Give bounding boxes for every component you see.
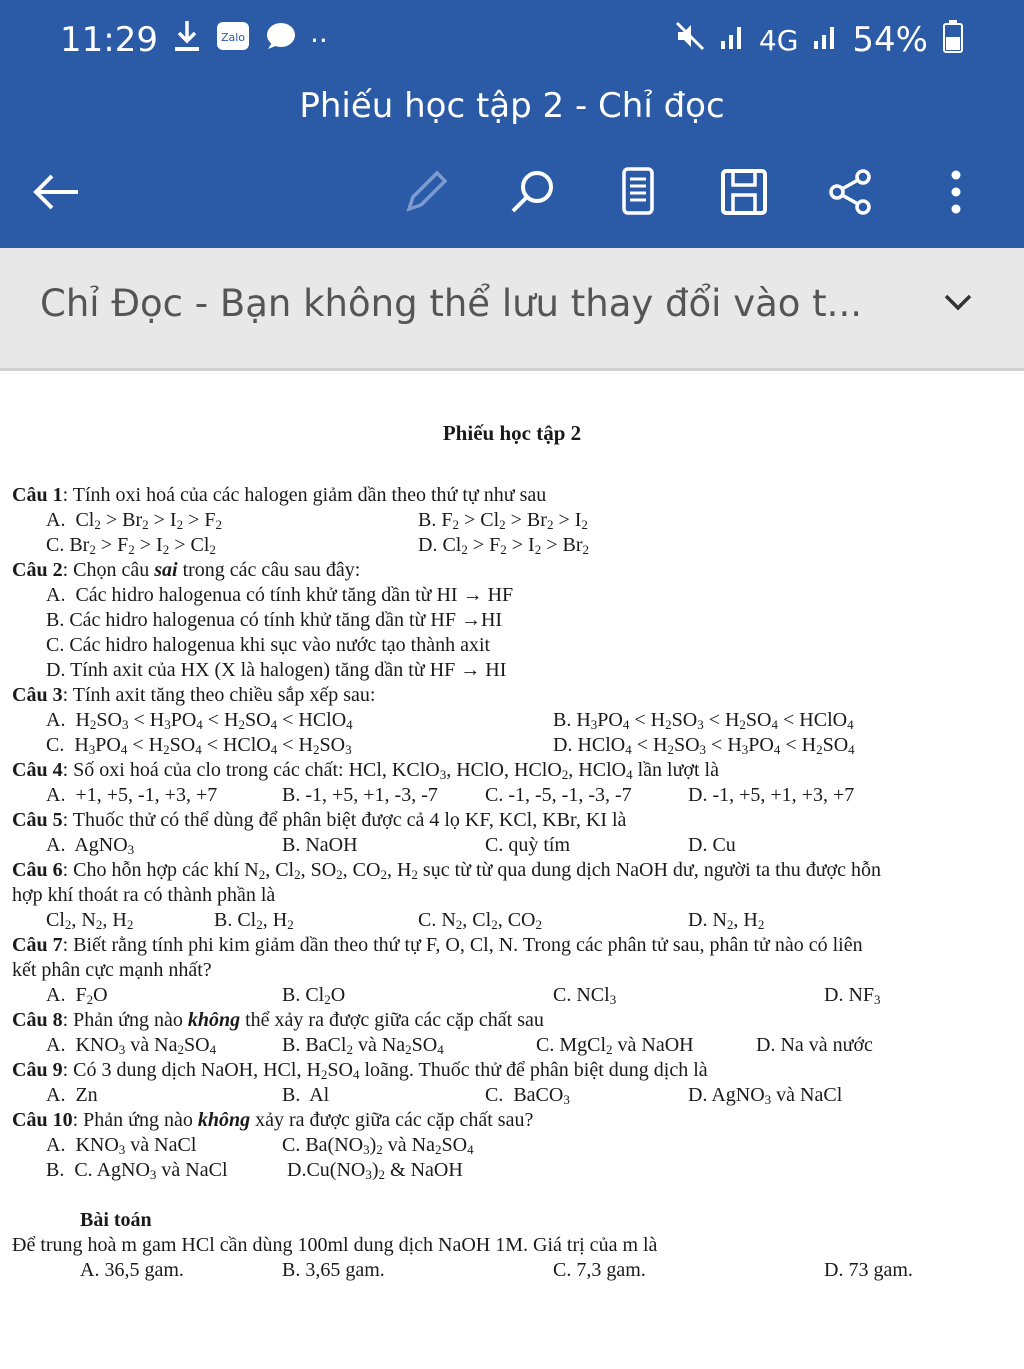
answer-option: C. BaCO$_3$ [485, 1084, 570, 1107]
question-line: Câu 9: Có 3 dung dịch NaOH, HCl, $H_2SO_4$ loãng. Thuốc thử để phân biệt dung dịch là [12, 1059, 708, 1082]
read-only-message: Chỉ Đọc - Bạn không thể lưu thay đổi vào t... [40, 282, 862, 325]
document-line: A. $F_2O$ [46, 984, 108, 1007]
edit-button[interactable] [394, 160, 458, 224]
answer-option: D. Na và nước [756, 1034, 873, 1056]
question-line: Câu 5: Thuốc thử có thể dùng để phân biệt được cả 4 lọ KF, KCl, KBr, KI là [12, 809, 627, 831]
answer-option: B. -1, +5, +1, -3, -7 [282, 784, 438, 806]
zalo-icon [216, 20, 250, 60]
toolbar [0, 160, 1024, 224]
answer-option: C. $Ba(NO_3)_2$ và $Na_2SO_4$ [282, 1134, 474, 1157]
answer-option: D. -1, +5, +1, +3, +7 [688, 784, 855, 806]
document-page [0, 371, 1024, 1369]
question-line: Câu 4: Số oxi hoá của clo trong các chất: HCl, KClO$_3$, HClO, HClO$_2$, HClO$_4$ lần lượt là [12, 759, 719, 782]
chevron-down-icon [942, 286, 974, 318]
document-line: B. C. AgNO$_3$ và NaCl [46, 1159, 228, 1182]
save-button[interactable] [712, 160, 776, 224]
document-line: A. $KNO_3$ và $Na_2SO_4$ [46, 1034, 217, 1057]
battery-level: 54% [852, 20, 928, 60]
document-line: A. $Cl_2 > Br_2 > I_2 > F_2$ [46, 509, 222, 532]
answer-option: D. 73 gam. [824, 1259, 913, 1281]
worksheet-title: Phiếu học tập 2 [442, 421, 582, 445]
question-line: Câu 1: Tính oxi hoá của các halogen giảm dần theo thứ tự như sau [12, 484, 547, 506]
signal-icon-2 [812, 20, 838, 60]
document-line: A. Các hidro halogenua có tính khử tăng dần từ HI → HF [46, 584, 514, 606]
document-line: C. $Br_2 > F_2 > I_2 > Cl_2$ [46, 534, 216, 557]
mute-icon [675, 20, 705, 60]
document-line: C. Các hidro halogenua khi sục vào nước tạo thành axit [46, 634, 491, 656]
answer-option: C. MgCl$_2$ và NaOH [536, 1034, 694, 1057]
save-icon [719, 167, 769, 217]
answer-option: B. 3,65 gam. [282, 1259, 385, 1281]
more-options-button[interactable] [924, 160, 988, 224]
question-line: Câu 2: Chọn câu sai trong các câu sau đây: [12, 559, 361, 581]
back-arrow-icon [30, 172, 82, 212]
answer-option: C. -1, -5, -1, -3, -7 [485, 784, 632, 806]
question-line: Bài toán [80, 1209, 152, 1231]
answer-option: B. BaCl$_2$ và $Na_2SO_4$ [282, 1034, 444, 1057]
document-line: kết phân cực mạnh nhất? [12, 959, 212, 981]
document-title-bar: Phiếu học tập 2 - Chỉ đọc [299, 86, 725, 126]
reading-view-button[interactable] [606, 160, 670, 224]
expand-banner-button[interactable] [942, 286, 974, 322]
answer-option: D. HClO$_4$ < $H_2SO_3 < H_3PO_4 < H_2SO_4$ [553, 734, 855, 757]
document-line: A. +1, +5, -1, +3, +7 [46, 784, 218, 806]
document-line: A. $KNO_3$ và NaCl [46, 1134, 197, 1157]
download-icon [172, 19, 202, 62]
answer-option: D. $NF_3$ [824, 984, 881, 1007]
question-line: Câu 6: Cho hỗn hợp các khí $N_2$, $Cl_2$, $SO_2$, $CO_2$, $H_2$ sục từ từ qua dung dịch NaOH dư, người ta thu được hỗn [12, 859, 881, 882]
more-notifications-icon: ·· [309, 23, 328, 57]
document-line: Để trung hoà m gam HCl cần dùng 100ml dung dịch NaOH 1M. Giá trị của m là [12, 1234, 658, 1256]
more-vertical-icon [946, 167, 966, 217]
answer-option: B. NaOH [282, 834, 358, 856]
status-time: 11:29 [60, 20, 158, 60]
document-line: A. AgNO$_3$ [46, 834, 135, 857]
answer-option: D. $Cl_2 > F_2 > I_2 > Br_2$ [418, 534, 589, 557]
app-bar [0, 0, 1024, 248]
document-line: hợp khí thoát ra có thành phần là [12, 884, 276, 906]
answer-option: D. $N_2$, $H_2$ [688, 909, 765, 932]
question-line: Câu 3: Tính axit tăng theo chiều sắp xếp sau: [12, 684, 376, 706]
answer-option: D. AgNO$_3$ và NaCl [688, 1084, 843, 1107]
answer-option: B. $H_3PO_4 < H_2SO_3 < H_2SO_4$ < HClO$_4$ [553, 709, 854, 732]
share-button[interactable] [818, 160, 882, 224]
document-line: A. 36,5 gam. [80, 1259, 184, 1281]
document-line: $Cl_2$, $N_2$, $H_2$ [46, 909, 134, 932]
pencil-icon [401, 167, 451, 217]
answer-option: B. $F_2 > Cl_2 > Br_2 > I_2$ [418, 509, 588, 532]
document-line: C. $H_3PO_4 < H_2SO_4$ < HClO$_4$ < $H_2SO_3$ [46, 734, 352, 757]
search-button[interactable] [500, 160, 564, 224]
status-bar [60, 18, 964, 62]
answer-option: C. NCl$_3$ [553, 984, 617, 1007]
question-line: Câu 10: Phản ứng nào không xảy ra được giữa các cặp chất sau? [12, 1109, 534, 1131]
question-line: Câu 7: Biết rằng tính phi kim giảm dần theo thứ tự F, O, Cl, N. Trong các phân tử sau, phân tử nào có liên [12, 934, 863, 956]
answer-option: C. quỳ tím [485, 834, 571, 856]
answer-option: C. 7,3 gam. [553, 1259, 646, 1281]
chat-bubble-icon [264, 20, 296, 60]
battery-icon [942, 19, 964, 62]
question-line: Câu 8: Phản ứng nào không thể xảy ra được giữa các cặp chất sau [12, 1009, 544, 1031]
search-icon [507, 167, 557, 217]
document-line: A. $H_2SO_3 < H_3PO_4 < H_2SO_4$ < HClO$_4$ [46, 709, 353, 732]
answer-option: B. $Cl_2$, $H_2$ [214, 909, 294, 932]
answer-option: C. $N_2$, $Cl_2$, $CO_2$ [418, 909, 542, 932]
answer-option: B. $Cl_2O$ [282, 984, 346, 1007]
document-line: A. Zn [46, 1084, 98, 1106]
document-line: B. Các hidro halogenua có tính khử tăng dần từ HF →HI [46, 609, 503, 631]
answer-option: $D.Cu(NO_3)_2$ & NaOH [287, 1159, 463, 1182]
signal-icon [719, 20, 745, 60]
back-button[interactable] [24, 160, 88, 224]
answer-option: B. Al [282, 1084, 330, 1106]
share-icon [825, 167, 875, 217]
mobile-view-icon [618, 167, 658, 217]
answer-option: D. Cu [688, 834, 736, 856]
network-type: 4G [758, 23, 799, 57]
read-only-banner[interactable] [0, 248, 1024, 371]
svg-text:Zalo: Zalo [220, 31, 246, 44]
document-line: D. Tính axit của HX (X là halogen) tăng dần từ HF → HI [46, 659, 507, 681]
